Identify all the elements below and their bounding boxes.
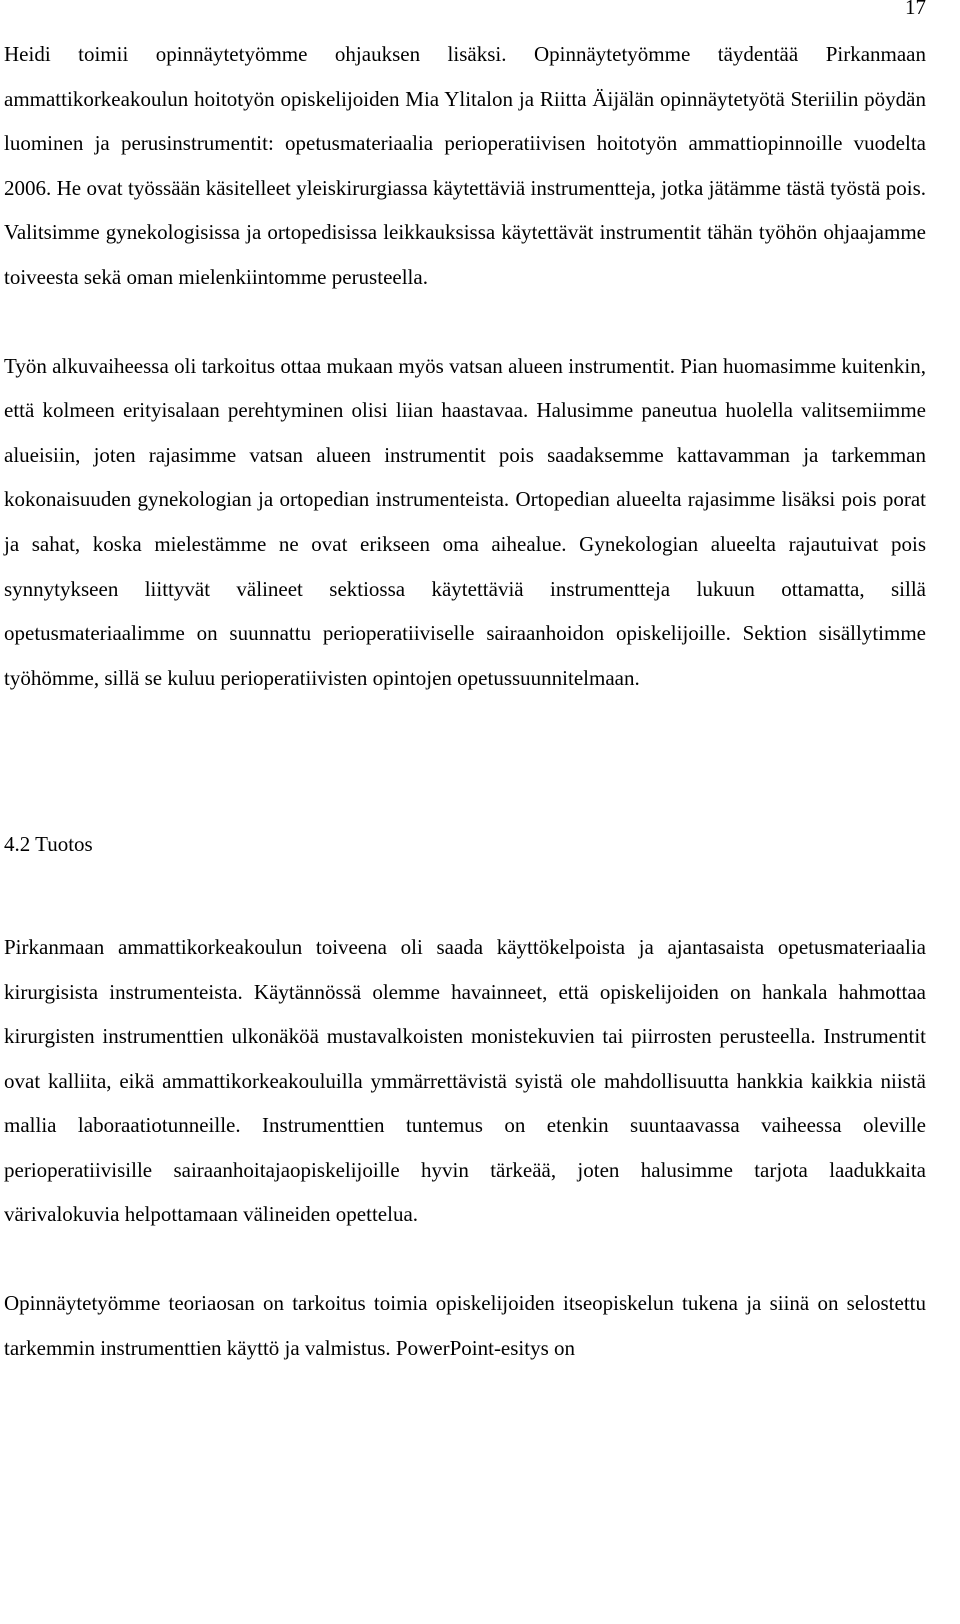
section-heading-tuotos: 4.2 Tuotos bbox=[4, 832, 93, 857]
paragraph-thesis-scope: Heidi toimii opinnäytetyömme ohjauksen lisäksi. Opinnäytetyömme täydentää Pirkanmaan ammattikorkeakoulun hoitotyön opiskelijoiden Mia Ylitalon ja Riitta Äijälän opinnäytetyötä Steriilin pöydän luominen ja perusinstrumentit: opetusmateriaalia perioperatiivisen hoitotyön ammattiopinnoille vuodelta 2006. He ovat työssään käsitelleet yleiskirurgiassa käytettäviä instrumentteja, jotka jätämme tästä työstä pois. Valitsimme gynekologisissa ja ortopedisissa leikkauksissa käytettävät instrumentit tähän työhön ohjaajamme toiveesta sekä oman mielenkiintomme perusteella. bbox=[4, 42, 926, 289]
paragraph-theory-part: Opinnäytetyömme teoriaosan on tarkoitus toimia opiskelijoiden itseopiskelun tukena ja siinä on selostettu tarkemmin instrumenttien käyttö ja valmistus. PowerPoint-esitys on bbox=[4, 1291, 926, 1360]
paragraph-scope-limitations: Työn alkuvaiheessa oli tarkoitus ottaa mukaan myös vatsan alueen instrumentit. Pian huomasimme kuitenkin, että kolmeen erityisalaan perehtyminen olisi liian haastavaa. Halusimme paneutua huolella valitsemiimme alueisiin, joten rajasimme vatsan alueen instrumentit pois saadaksemme kattavamman ja tarkemman kokonaisuuden gynekologian ja ortopedian instrumenteista. Ortopedian alueelta rajasimme lisäksi pois porat ja sahat, koska mielestämme ne ovat erikseen oma aihealue. Gynekologian alueelta rajautuivat pois synnytykseen liittyvät välineet sektiossa käytettäviä instrumentteja lukuun ottamatta, sillä opetusmateriaalimme on suunnattu perioperatiiviselle sairaanhoidon opiskelijoille. Sektion sisällytimme työhömme, sillä se kuluu perioperatiivisten opintojen opetussuunnitelmaan. bbox=[4, 353, 926, 690]
page-number: 17 bbox=[905, 0, 926, 19]
document-body bbox=[4, 32, 926, 1370]
paragraph-output-goal: Pirkanmaan ammattikorkeakoulun toiveena oli saada käyttökelpoista ja ajantasaista opetusmateriaalia kirurgisista instrumenteista. Käytännössä olemme havainneet, että opiskelijoiden on hankala hahmottaa kirurgisten instrumenttien ulkonäköä mustavalkoisten monistekuvien tai piirrosten perusteella. Instrumentit ovat kalliita, eikä ammattikorkeakouluilla ymmärrettävistä syistä ole mahdollisuutta hankkia kaikkia niistä mallia laboraatiotunneille. Instrumenttien tuntemus on etenkin suuntaavassa vaiheessa oleville perioperatiivisille sairaanhoitajaopiskelijoille hyvin tärkeää, joten halusimme tarjota laadukkaita värivalokuvia helpottamaan välineiden opettelua. bbox=[4, 934, 926, 1227]
